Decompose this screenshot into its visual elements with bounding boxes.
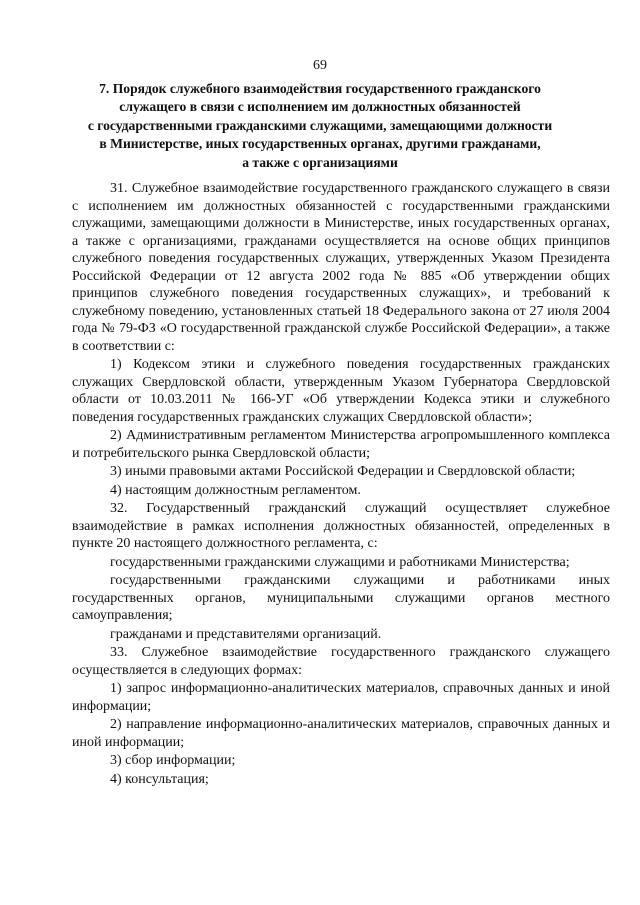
list-item-32-3: гражданами и представителями организаций. [110, 626, 382, 642]
paragraph-31: 31. Служебное взаимодействие государственного гражданского служащего в связи с исполнением им должностных обязанностей с государственными гражданскими служащими, замещающими должности в Министерстве, иных государственных органах, а также с организациями, гражданами осуществляется на основе общих принципов служебного поведения государственных служащих, утвержденных Указом Президента Российской Федерации от 12 августа 2002 года № 885 «Об утверждении общих принципов служебного поведения государственных служащих», и требований к служебному поведению, установленных статьей 18 Федерального закона от 27 июля 2004 года № 79-ФЗ «О государственной гражданской службе Российской Федерации», а также в соответствии с: [72, 181, 610, 354]
list-item-33-4: 4) консультация; [110, 771, 209, 787]
heading-line: а также с организациями [242, 154, 398, 170]
list-item-31-4: 4) настоящим должностным регламентом. [110, 482, 361, 498]
document-body [72, 180, 610, 789]
section-heading [70, 80, 570, 172]
paragraph-33: 33. Служебное взаимодействие государственного гражданского служащего осуществляется в следующих формах: [72, 645, 610, 678]
page-number: 69 [313, 58, 327, 73]
list-item-32-1: государственными гражданскими служащими и работниками Министерства; [110, 554, 570, 570]
heading-line: служащего в связи с исполнением им должностных обязанностей [119, 99, 521, 115]
list-item-31-1: 1) Кодексом этики и служебного поведения государственных гражданских служащих Свердловской области, утвержденным Указом Губернатора Свердловской области от 10.03.2011 № 166-УГ «Об утверждении Кодекса этики и служебного поведения государственных гражданских служащих Свердловской области»; [72, 357, 610, 425]
list-item-32-2: государственными гражданскими служащими и работниками иных государственных органов, муниципальными служащими органов местного самоуправления; [72, 573, 610, 623]
list-item-33-2: 2) направление информационно-аналитических материалов, справочных данных и иной информации; [72, 717, 610, 750]
list-item-31-2: 2) Административным регламентом Министерства агропромышленного комплекса и потребительского рынка Свердловской области; [72, 428, 610, 461]
heading-line: в Министерстве, иных государственных органах, другими гражданами, [99, 136, 541, 152]
list-item-31-3: 3) иными правовыми актами Российской Федерации и Свердловской области; [110, 464, 576, 479]
list-item-33-1: 1) запрос информационно-аналитических материалов, справочных данных и иной информации; [72, 681, 610, 714]
heading-line: с государственными гражданскими служащими, замещающими должности [87, 117, 553, 133]
list-item-33-3: 3) сбор информации; [110, 753, 236, 768]
heading-line: 7. Порядок служебного взаимодействия государственного гражданского [99, 81, 541, 96]
paragraph-32: 32. Государственный гражданский служащий осуществляет служебное взаимодействие в рамках исполнения должностных обязанностей, определенных в пункте 20 настоящего должностного регламента, с: [72, 501, 610, 551]
